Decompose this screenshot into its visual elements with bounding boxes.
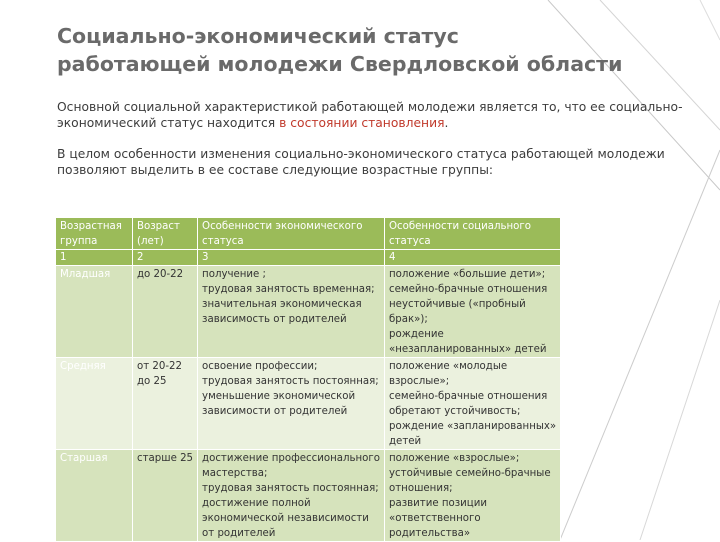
age-cell	[133, 450, 198, 542]
intro-line-2-end: .	[444, 116, 449, 130]
groups-paragraph	[57, 146, 697, 178]
cell-text-line: трудовая занятость постоянная;	[202, 376, 379, 387]
cell-text-line: положение «большие дети»;	[389, 269, 546, 280]
age-cell	[133, 266, 198, 358]
slide-title-line-1: Социально-экономический статус	[57, 24, 459, 48]
social-cell	[385, 266, 561, 358]
age-groups-table	[55, 217, 561, 542]
table-row	[56, 358, 561, 450]
cell-text-line: получение ;	[202, 269, 266, 280]
cell-text-line: Особенности экономического	[202, 221, 363, 232]
cell-text-line: уменьшение экономической	[202, 391, 356, 402]
cell-text-line: трудовая занятость временная;	[202, 284, 375, 295]
intro-line-2-text: экономический статус находится	[57, 116, 280, 130]
cell-text-line: до 25	[137, 376, 167, 387]
cell-text-line: устойчивые семейно-брачные	[389, 468, 551, 479]
cell-text-line: рождение	[389, 329, 444, 340]
economic-cell	[198, 358, 385, 450]
header-cell-age	[133, 218, 198, 250]
cell-text-line: «незапланированных» детей	[389, 344, 547, 355]
number-cell: 2	[133, 250, 198, 266]
intro-paragraph	[57, 99, 697, 131]
social-cell	[385, 450, 561, 542]
cell-text-line: статуса	[202, 236, 244, 247]
slide-title	[57, 22, 657, 78]
cell-text-line: освоение профессии;	[202, 361, 318, 372]
cell-text-line: до 20-22	[137, 269, 184, 280]
table-row	[56, 266, 561, 358]
intro-line-1: Основной социальной характеристикой работающей молодежи является то, что ее социально-	[57, 100, 683, 114]
group-cell: Средняя	[56, 358, 133, 450]
intro-line-2	[57, 115, 697, 131]
cell-text-line: обретают устойчивость;	[389, 406, 521, 417]
cell-text-line: семейно-брачные отношения	[389, 391, 548, 402]
slide-title-line-2: работающей молодежи Свердловской области	[57, 52, 623, 76]
economic-cell	[198, 266, 385, 358]
economic-cell	[198, 450, 385, 542]
number-cell: 1	[56, 250, 133, 266]
cell-text-line: неустойчивые («пробный	[389, 299, 526, 310]
groups-line-2: позволяют выделить в ее составе следующие возрастные группы:	[57, 163, 494, 177]
cell-text-line: зависимость от родителей	[202, 314, 347, 325]
social-cell	[385, 358, 561, 450]
number-cell: 3	[198, 250, 385, 266]
cell-text-line: статуса	[389, 236, 431, 247]
header-cell-group	[56, 218, 133, 250]
cell-text-line: положение «взрослые»;	[389, 453, 520, 464]
cell-text-line: достижение профессионального	[202, 453, 381, 464]
cell-text-line: развитие позиции	[389, 498, 487, 509]
cell-text-line: взрослые»;	[389, 376, 450, 387]
cell-text-line: брак»);	[389, 314, 428, 325]
cell-text-line: трудовая занятость постоянная;	[202, 483, 379, 494]
cell-text-line: старше 25	[137, 453, 194, 464]
table-number-row	[56, 250, 561, 266]
cell-text-line: родительства»	[389, 528, 471, 539]
cell-text-line: отношения;	[389, 483, 453, 494]
cell-text-line: экономической независимости	[202, 513, 369, 524]
cell-text-line: от 20-22	[137, 361, 183, 372]
cell-text-line: положение «молодые	[389, 361, 508, 372]
group-cell: Старшая	[56, 450, 133, 542]
cell-text-line: детей	[389, 436, 422, 447]
groups-line-1: В целом особенности изменения социально-экономического статуса работающей молодежи	[57, 147, 665, 161]
table-header-row	[56, 218, 561, 250]
cell-text-line: Особенности социального	[389, 221, 531, 232]
cell-text-line: (лет)	[137, 236, 164, 247]
cell-text-line: «ответственного	[389, 513, 481, 524]
header-cell-economic	[198, 218, 385, 250]
number-cell: 4	[385, 250, 561, 266]
age-cell	[133, 358, 198, 450]
cell-text-line: от родителей	[202, 528, 276, 539]
cell-text-line: значительная экономическая	[202, 299, 362, 310]
cell-text-line: достижение полной	[202, 498, 311, 509]
header-cell-social	[385, 218, 561, 250]
cell-text-line: группа	[60, 236, 98, 247]
cell-text-line: семейно-брачные отношения	[389, 284, 548, 295]
cell-text-line: рождение «запланированных»	[389, 421, 557, 432]
table-row	[56, 450, 561, 542]
cell-text-line: зависимости от родителей	[202, 406, 348, 417]
cell-text-line: Возрастная	[60, 221, 122, 232]
group-cell: Младшая	[56, 266, 133, 358]
cell-text-line: Возраст	[137, 221, 180, 232]
highlighted-phrase: в состоянии становления	[279, 116, 445, 130]
cell-text-line: мастерства;	[202, 468, 268, 479]
